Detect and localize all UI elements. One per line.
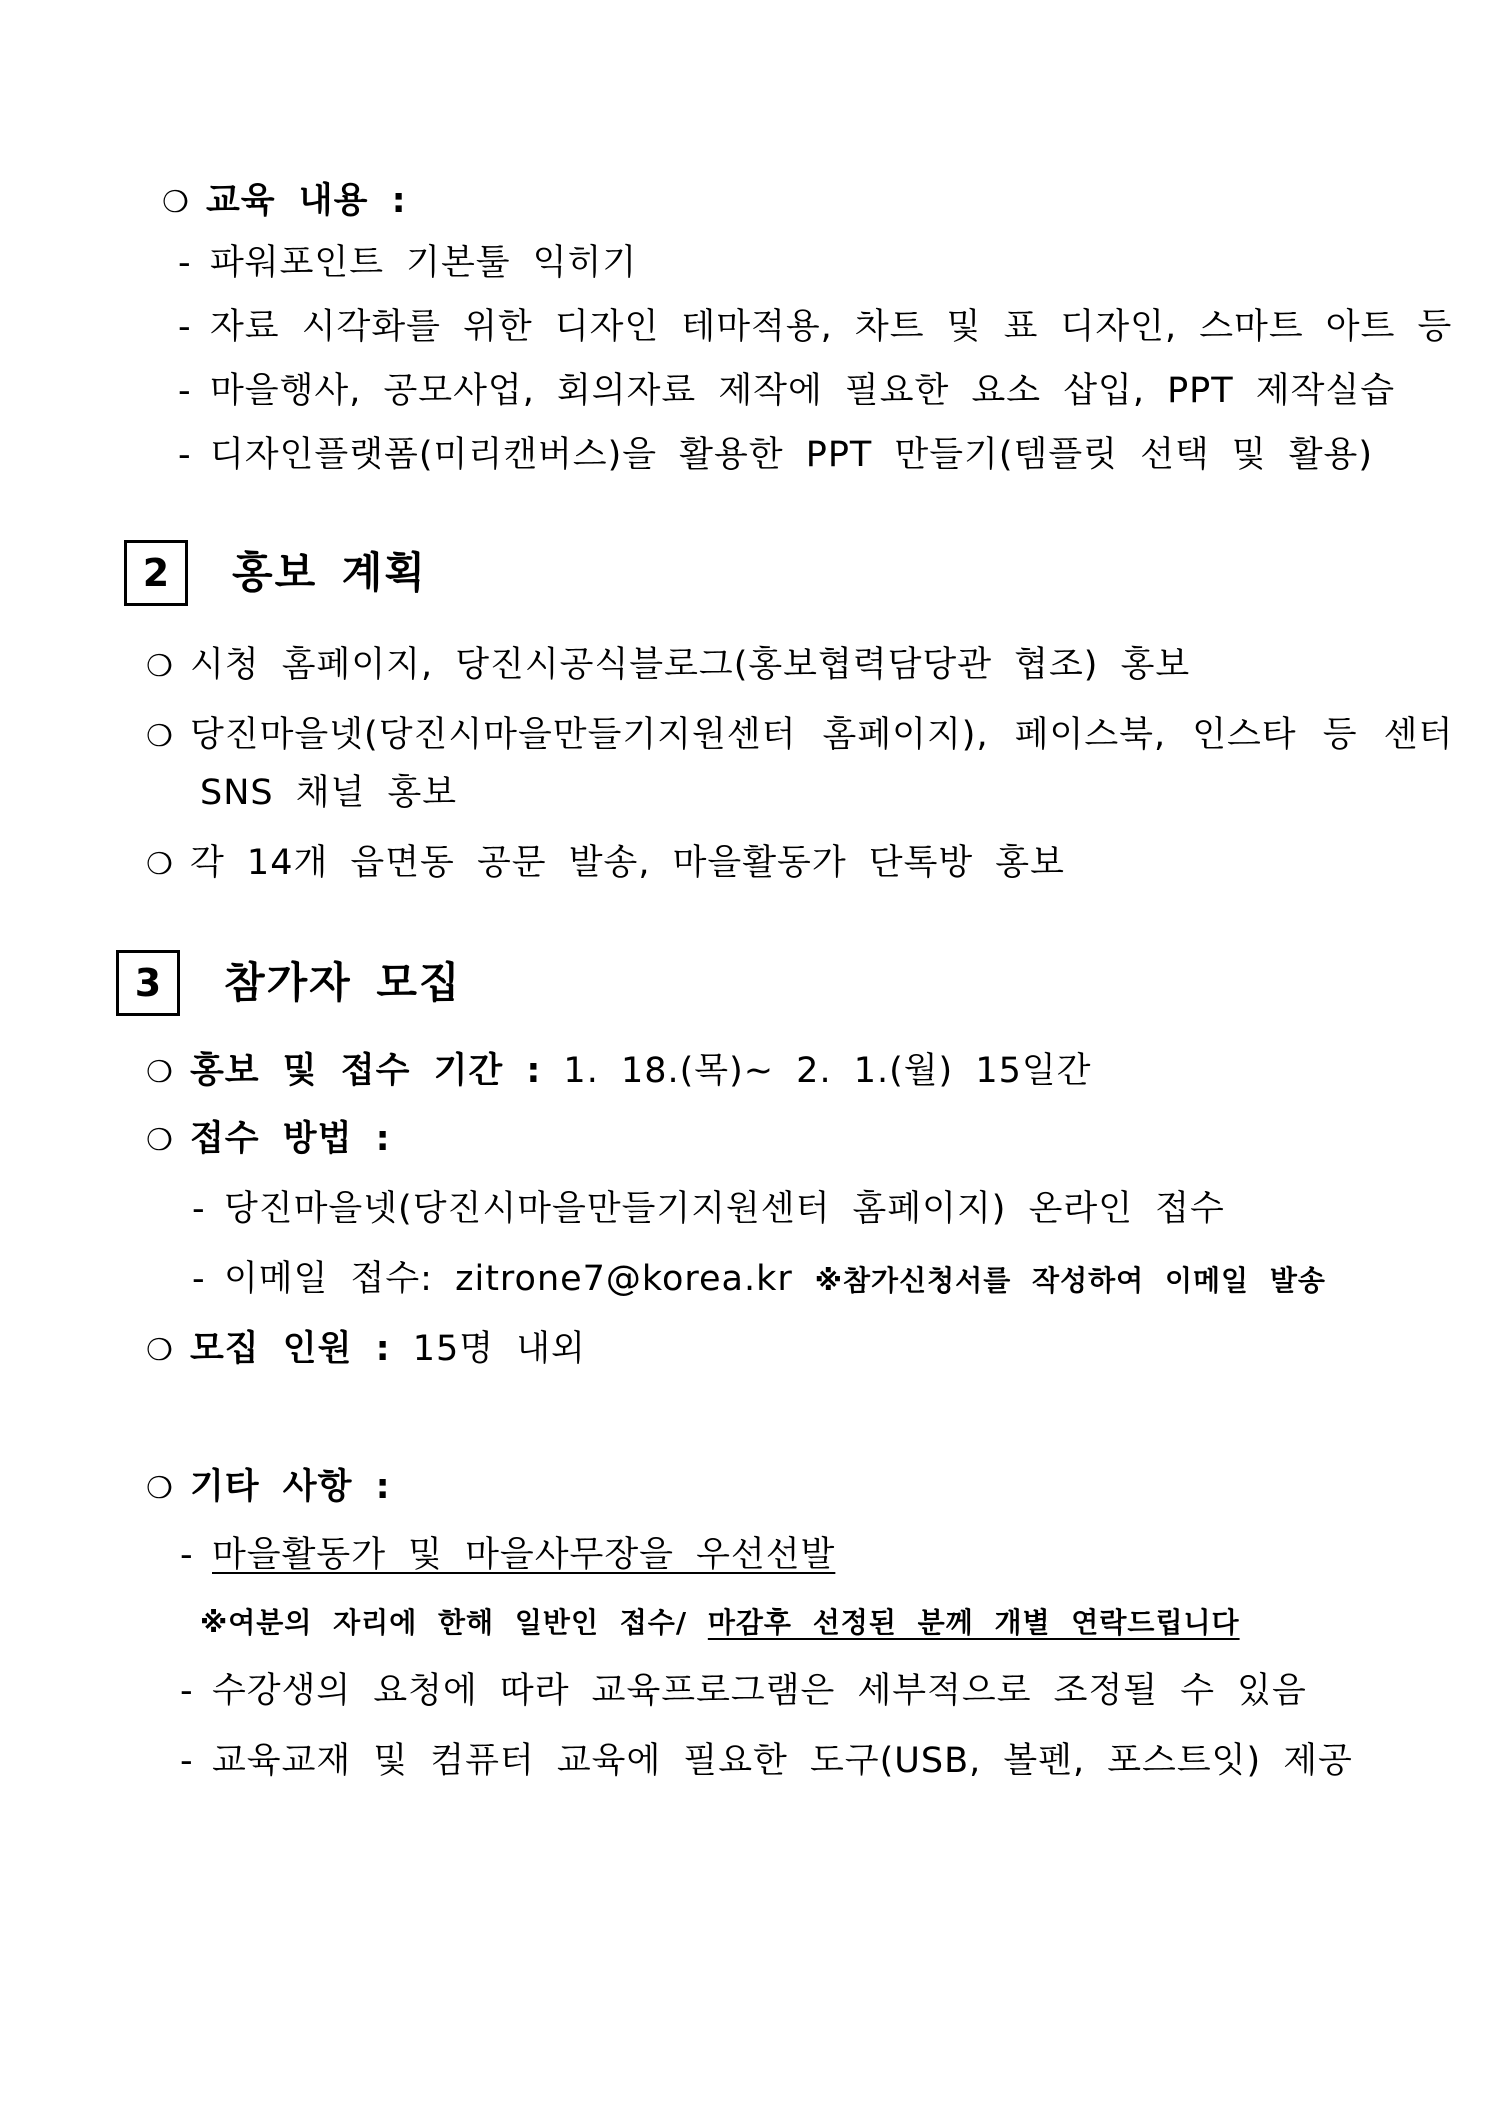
education-item xyxy=(178,432,1373,478)
circle-bullet-icon: ❍ xyxy=(146,847,174,882)
period-value: 1. 18.(목)~ 2. 1.(월) 15일간 xyxy=(563,1051,1092,1091)
etc-label: 기타 사항 : xyxy=(190,1467,391,1507)
circle-bullet-icon: ❍ xyxy=(146,1123,174,1158)
etc-note-underlined: 마감후 선정된 분께 개별 연락드립니다 xyxy=(707,1606,1240,1639)
promo-item-text: 각 14개 읍면동 공문 발송, 마을활동가 단톡방 홍보 xyxy=(190,843,1065,883)
method-item xyxy=(192,1186,1225,1232)
etc-item-text: 마을활동가 및 마을사무장을 우선선발 xyxy=(212,1535,836,1575)
recruit-value: 15명 내외 xyxy=(412,1329,586,1369)
etc-item-text: 수강생의 요청에 따라 교육프로그램은 세부적으로 조정될 수 있음 xyxy=(212,1671,1307,1711)
dash-bullet: - xyxy=(178,243,192,283)
method-label: 접수 방법 : xyxy=(190,1119,391,1159)
education-item xyxy=(178,368,1395,414)
education-item-text: 파워포인트 기본툴 익히기 xyxy=(210,243,638,283)
circle-bullet-icon: ❍ xyxy=(146,1055,174,1090)
method-item-text: 이메일 접수: zitrone7@korea.kr xyxy=(224,1259,793,1299)
dash-bullet: - xyxy=(192,1259,206,1299)
promo-item xyxy=(146,840,1065,888)
education-item xyxy=(178,304,1452,350)
education-item-text: 자료 시각화를 위한 디자인 테마적용, 차트 및 표 디자인, 스마트 아트 등 xyxy=(210,307,1453,347)
etc-note xyxy=(200,1600,1240,1646)
etc-item xyxy=(180,1532,835,1578)
promo-item xyxy=(146,642,1190,690)
period-line xyxy=(146,1048,1092,1096)
method-item-text: 당진마을넷(당진시마을만들기지원센터 홈페이지) 온라인 접수 xyxy=(224,1189,1225,1229)
method-item xyxy=(192,1256,1326,1304)
recruit-label: 모집 인원 : xyxy=(190,1329,391,1369)
etc-item xyxy=(180,1738,1353,1784)
education-item-text: 디자인플랫폼(미리캔버스)을 활용한 PPT 만들기(템플릿 선택 및 활용) xyxy=(210,435,1374,475)
section-number-box: 2 xyxy=(124,540,188,606)
promo-item-continued: SNS 채널 홍보 xyxy=(200,773,458,813)
section-title: 홍보 계획 xyxy=(232,548,427,597)
dash-bullet: - xyxy=(178,307,192,347)
etc-item xyxy=(180,1668,1307,1714)
section-title: 참가자 모집 xyxy=(224,958,462,1007)
etc-note-plain: ※여분의 자리에 한해 일반인 접수/ xyxy=(200,1606,688,1639)
education-heading xyxy=(162,178,407,226)
promo-item xyxy=(146,712,1453,760)
dash-bullet: - xyxy=(178,435,192,475)
dash-bullet: - xyxy=(192,1189,206,1229)
promo-item-text: 시청 홈페이지, 당진시공식블로그(홍보협력담당관 협조) 홍보 xyxy=(190,645,1191,685)
circle-bullet-icon: ❍ xyxy=(162,185,190,220)
section-number-box: 3 xyxy=(116,950,180,1016)
dash-bullet: - xyxy=(180,1741,194,1781)
period-label: 홍보 및 접수 기간 : xyxy=(190,1051,542,1091)
education-item-text: 마을행사, 공모사업, 회의자료 제작에 필요한 요소 삽입, PPT 제작실습 xyxy=(210,371,1396,411)
circle-bullet-icon: ❍ xyxy=(146,649,174,684)
dash-bullet: - xyxy=(178,371,192,411)
circle-bullet-icon: ❍ xyxy=(146,719,174,754)
circle-bullet-icon: ❍ xyxy=(146,1471,174,1506)
dash-bullet: - xyxy=(180,1671,194,1711)
etc-heading xyxy=(146,1464,391,1512)
promo-item-text: 당진마을넷(당진시마을만들기지원센터 홈페이지), 페이스북, 인스타 등 센터 xyxy=(190,715,1454,755)
etc-item-text: 교육교재 및 컴퓨터 교육에 필요한 도구(USB, 볼펜, 포스트잇) 제공 xyxy=(212,1741,1353,1781)
dash-bullet: - xyxy=(180,1535,194,1575)
method-note: ※참가신청서를 작성하여 이메일 발송 xyxy=(814,1264,1326,1297)
education-heading-text: 교육 내용 : xyxy=(206,181,407,221)
recruit-line xyxy=(146,1326,586,1374)
method-heading xyxy=(146,1116,391,1164)
education-item xyxy=(178,240,637,286)
circle-bullet-icon: ❍ xyxy=(146,1333,174,1368)
